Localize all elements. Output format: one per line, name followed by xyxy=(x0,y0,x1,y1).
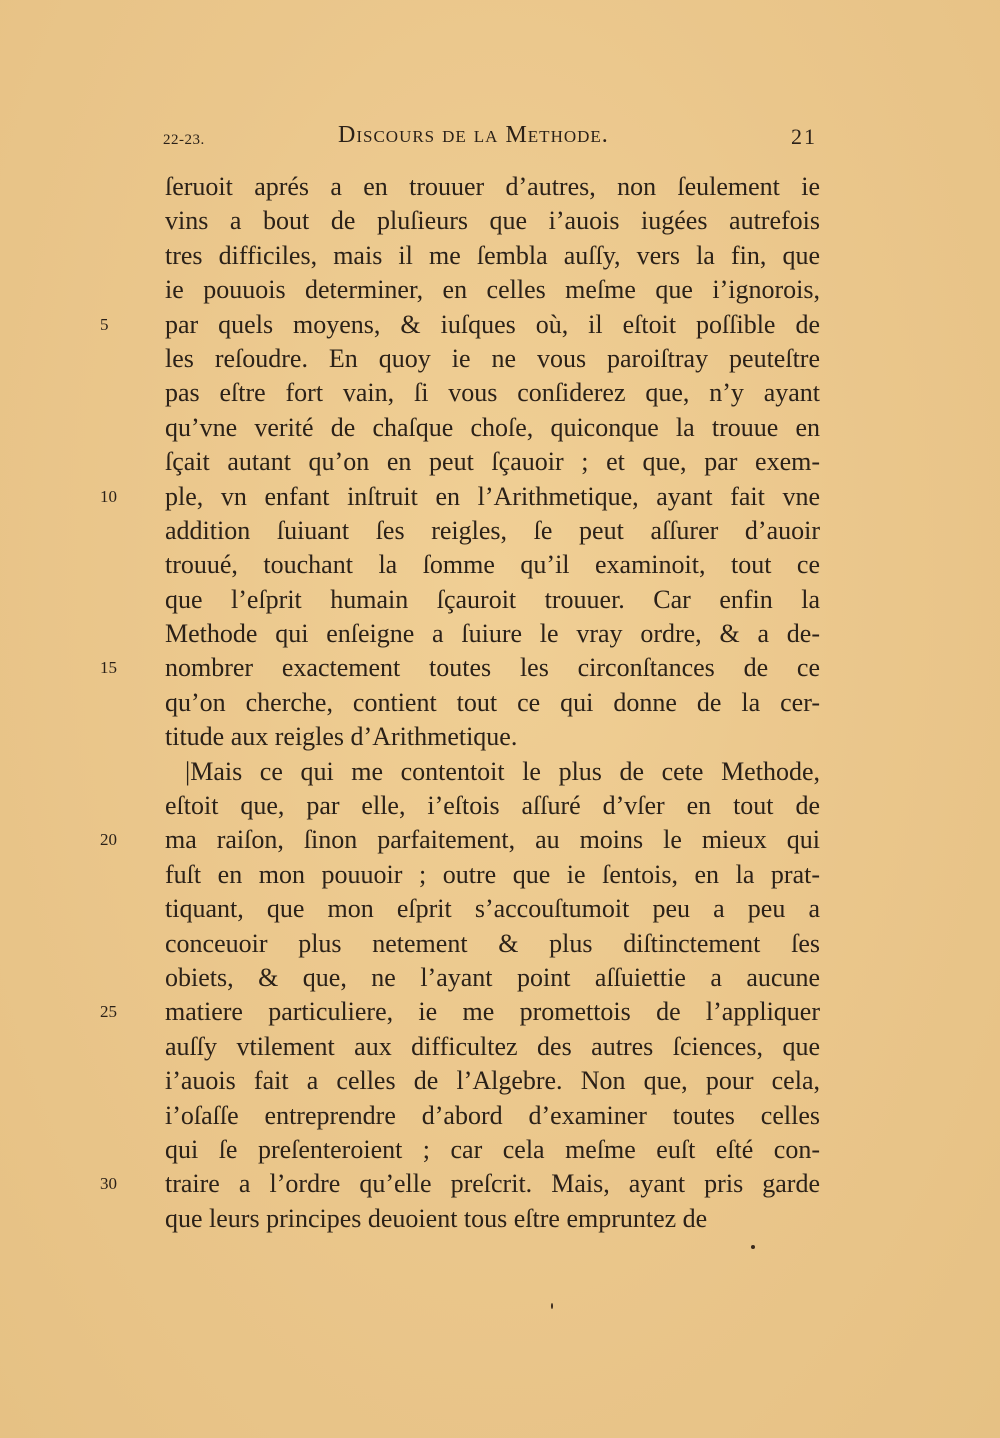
text-line xyxy=(165,583,820,617)
line-number: 25 xyxy=(100,1002,117,1022)
text-line xyxy=(165,1133,820,1167)
text-line xyxy=(165,411,820,445)
line-text: qui ſe preſenteroient ; car cela meſme euſt eſté con- xyxy=(165,1134,820,1164)
text-line xyxy=(165,617,820,651)
text-line xyxy=(165,858,820,892)
line-text: nombrer exactement toutes les circonſtances de ce xyxy=(165,653,820,683)
text-line xyxy=(100,1167,820,1201)
line-number: 10 xyxy=(100,486,117,506)
text-line xyxy=(100,480,820,514)
text-line xyxy=(165,239,820,273)
line-text: les reſoudre. En quoy ie ne vous paroiſtray peuteſtre xyxy=(165,343,820,373)
ink-speck xyxy=(551,1303,553,1309)
text-line xyxy=(165,376,820,410)
line-text: traire a l’ordre qu’elle preſcrit. Mais, ayant pris garde xyxy=(165,1169,820,1199)
text-line xyxy=(100,995,820,1029)
line-text: Methode qui enſeigne a ſuiure le vray ordre, & a de- xyxy=(165,619,820,649)
text-line xyxy=(165,170,820,204)
text-line xyxy=(165,204,820,238)
line-text: matiere particuliere, ie me promettois de l’appliquer xyxy=(165,997,820,1027)
line-text: vins a bout de pluſieurs que i’auois iugées autrefois xyxy=(165,206,820,236)
body-text xyxy=(100,170,820,1236)
line-text: fuſt en mon pouuoir ; outre que ie ſentois, en la prat- xyxy=(165,859,820,889)
line-text: ſeruoit aprés a en trouuer d’autres, non ſeulement ie xyxy=(165,172,820,201)
page-number: 21 xyxy=(791,124,817,149)
text-line xyxy=(165,961,820,995)
text-line xyxy=(165,1064,820,1098)
running-header xyxy=(163,122,817,156)
line-text: pas eſtre fort vain, ſi vous conſiderez que, n’y ayant xyxy=(165,378,820,408)
header-page-range: 22-23. xyxy=(163,132,205,148)
text-line xyxy=(165,273,820,307)
line-text: tres difficiles, mais il me ſembla auſſy, vers la fin, que xyxy=(165,240,820,270)
text-line xyxy=(165,514,820,548)
header-title: Discours de la Methode. xyxy=(338,122,609,148)
text-line xyxy=(165,720,820,754)
line-text: i’auois fait a celles de l’Algebre. Non que, pour cela, xyxy=(165,1066,820,1096)
line-text: obiets, & que, ne l’ayant point aſſuiettie a aucune xyxy=(165,962,820,992)
line-number: 5 xyxy=(100,314,109,334)
line-text: auſſy vtilement aux difficultez des autres ſciences, que xyxy=(165,1031,820,1061)
ink-speck xyxy=(751,1245,755,1249)
line-text: conceuoir plus netement & plus diſtinctement ſes xyxy=(165,928,820,958)
text-line xyxy=(165,1099,820,1133)
text-line xyxy=(100,823,820,857)
text-line xyxy=(165,548,820,582)
line-number: 20 xyxy=(100,830,117,850)
text-line xyxy=(165,445,820,479)
text-line xyxy=(165,1202,820,1236)
line-text: que l’eſprit humain ſçauroit trouuer. Car enfin la xyxy=(165,584,820,614)
text-line xyxy=(100,651,820,685)
line-text: ma raiſon, ſinon parfaitement, au moins le mieux qui xyxy=(165,825,820,855)
line-number: 30 xyxy=(100,1174,117,1194)
text-line xyxy=(100,308,820,342)
text-line xyxy=(165,1030,820,1064)
line-text: ie pouuois determiner, en celles meſme que i’ignorois, xyxy=(165,275,820,305)
text-line xyxy=(165,755,820,789)
text-line xyxy=(165,686,820,720)
line-text: par quels moyens, & iuſques où, il eſtoit poſſible de xyxy=(165,309,820,339)
text-line xyxy=(165,927,820,961)
text-line xyxy=(165,789,820,823)
line-text: qu’vne verité de chaſque choſe, quiconque la trouue en xyxy=(165,412,820,442)
line-text: que leurs principes deuoient tous eſtre empruntez de xyxy=(165,1203,708,1233)
text-line xyxy=(165,342,820,376)
line-text: titude aux reigles d’Arithmetique. xyxy=(165,722,518,752)
line-text: |Mais ce qui me contentoit le plus de cete Methode, xyxy=(185,756,820,786)
line-text: trouué, touchant la ſomme qu’il examinoit, tout ce xyxy=(165,550,820,580)
line-number: 15 xyxy=(100,658,117,678)
line-text: addition ſuiuant ſes reigles, ſe peut aſſurer d’auoir xyxy=(165,515,820,545)
line-text: ſçait autant qu’on en peut ſçauoir ; et que, par exem- xyxy=(165,447,820,477)
line-text: eſtoit que, par elle, i’eſtois aſſuré d’vſer en tout de xyxy=(165,791,820,821)
line-text: i’oſaſſe entreprendre d’abord d’examiner toutes celles xyxy=(165,1100,820,1130)
line-text: ple, vn enfant inſtruit en l’Arithmetique, ayant fait vne xyxy=(165,481,820,511)
line-text: qu’on cherche, contient tout ce qui donne de la cer- xyxy=(165,687,820,717)
line-text: tiquant, que mon eſprit s’accouſtumoit peu a peu a xyxy=(165,894,820,924)
text-line xyxy=(165,892,820,926)
